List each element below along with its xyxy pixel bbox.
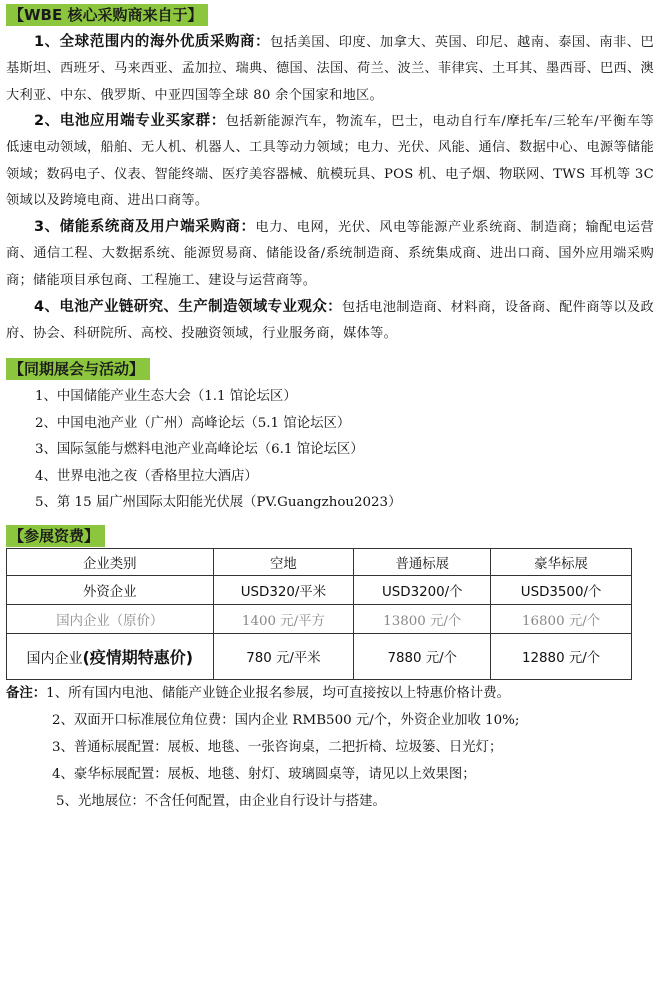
event-item: 2、中国电池产业（广州）高峰论坛（5.1 馆论坛区） <box>35 415 351 431</box>
fee-deluxe-booth: 12880 元/个 <box>491 634 632 680</box>
fee-table <box>6 548 632 680</box>
section-header-events: 【同期展会与活动】 <box>6 358 150 380</box>
buyer-lead-4: 4、电池产业链研究、生产制造领域专业观众： <box>34 299 343 315</box>
fee-raw-space: 1400 元/平方 <box>213 605 354 634</box>
note-item: 3、普通标展配置：展板、地毯、一张咨询桌，二把折椅、垃圾篓、日光灯； <box>52 740 503 755</box>
fee-category-label: 国内企业 <box>26 651 83 667</box>
event-item: 5、第 15 届广州国际太阳能光伏展（PV.Guangzhou2023） <box>35 495 402 510</box>
buyer-paragraph-2 <box>6 108 654 214</box>
promo-label: (疫情期特惠价) <box>82 648 194 667</box>
column-header-category: 企业类别 <box>7 549 214 576</box>
note-line <box>6 680 656 707</box>
buyer-text-3: 电力、电网，光伏、风电等能源产业系统商、制造商；输配电运营商、通信工程、大数据系统、能源贸易商、储能设备/系统制造商、系统集成商、进出口商、国外应用端采购商；储能项目承包商、工程施工、建设与运营商等。 <box>6 220 655 288</box>
event-item: 4、世界电池之夜（香格里拉大酒店） <box>35 468 258 484</box>
fee-row-domestic-original <box>7 605 632 634</box>
fee-category: 外资企业 <box>7 576 214 605</box>
event-list <box>35 384 401 517</box>
notes-block <box>6 680 656 815</box>
fee-deluxe-booth: USD3500/个 <box>491 576 632 605</box>
buyer-lead-1: 1、全球范围内的海外优质采购商： <box>34 34 271 50</box>
buyer-text-1: 包括美国、印度、加拿大、英国、印尼、越南、泰国、南非、巴基斯坦、西班牙、马来西亚、孟加拉、瑞典、德国、法国、荷兰、波兰、菲律宾、土耳其、墨西哥、巴西、澳大利亚、中东、俄罗斯、中亚四国等全球 80 余个国家和地区。 <box>6 35 654 103</box>
buyer-text-2: 包括新能源汽车，物流车，巴士，电动自行车/摩托车/三轮车/平衡车等低速电动领域，船舶、无人机、机器人、工具等动力领域；电力、光伏、风能、通信、数据中心、电源等储能领域；数码电子、仪表、智能终端、医疗美容器械、航模玩具、POS 机、电子烟、物联网、TWS 耳机等 3C 领域以及跨境电商、进出口商等。 <box>6 114 654 208</box>
note-item: 4、豪华标展配置：展板、地毯、射灯、玻璃圆桌等，请见以上效果图； <box>52 767 476 782</box>
event-item: 1、中国储能产业生态大会（1.1 馆论坛区） <box>35 389 297 404</box>
section-header-fees: 【参展资费】 <box>6 525 105 547</box>
fee-table-header-row <box>7 549 632 576</box>
note-item: 1、所有国内电池、储能产业链企业报名参展，均可直接按以上特惠价格计费。 <box>46 686 510 701</box>
fee-row-foreign <box>7 576 632 605</box>
notes-title: 备注： <box>6 686 47 701</box>
fee-standard-booth: USD3200/个 <box>354 576 491 605</box>
column-header-deluxe-booth: 豪华标展 <box>491 549 632 576</box>
fee-category: 国内企业（原价） <box>7 605 214 634</box>
fee-raw-space: 780 元/平米 <box>213 634 354 680</box>
note-item: 5、光地展位：不含任何配置，由企业自行设计与搭建。 <box>56 794 386 809</box>
fee-row-domestic-promo <box>7 634 632 680</box>
column-header-standard-booth: 普通标展 <box>354 549 491 576</box>
buyer-lead-3: 3、储能系统商及用户端采购商： <box>34 219 256 235</box>
fee-standard-booth: 7880 元/个 <box>354 634 491 680</box>
buyer-text-4: 包括电池制造商、材料商，设备商、配件商等以及政府、协会、科研院所、高校、投融资领域，行业服务商，媒体等。 <box>6 300 654 342</box>
fee-standard-booth: 13800 元/个 <box>354 605 491 634</box>
buyer-paragraph-3 <box>6 214 654 294</box>
fee-raw-space: USD320/平米 <box>213 576 354 605</box>
buyer-paragraph-1 <box>6 29 654 109</box>
buyer-paragraph-4 <box>6 294 654 348</box>
event-item: 3、国际氢能与燃料电池产业高峰论坛（6.1 馆论坛区） <box>35 442 364 457</box>
section-header-buyers: 【WBE 核心采购商来自于】 <box>6 4 208 26</box>
fee-deluxe-booth: 16800 元/个 <box>491 605 632 634</box>
buyer-lead-2: 2、电池应用端专业买家群： <box>34 113 226 129</box>
column-header-raw-space: 空地 <box>213 549 354 576</box>
note-item: 2、双面开口标准展位角位费：国内企业 RMB500 元/个，外资企业加收 10%; <box>52 713 520 728</box>
fee-category <box>7 634 214 680</box>
